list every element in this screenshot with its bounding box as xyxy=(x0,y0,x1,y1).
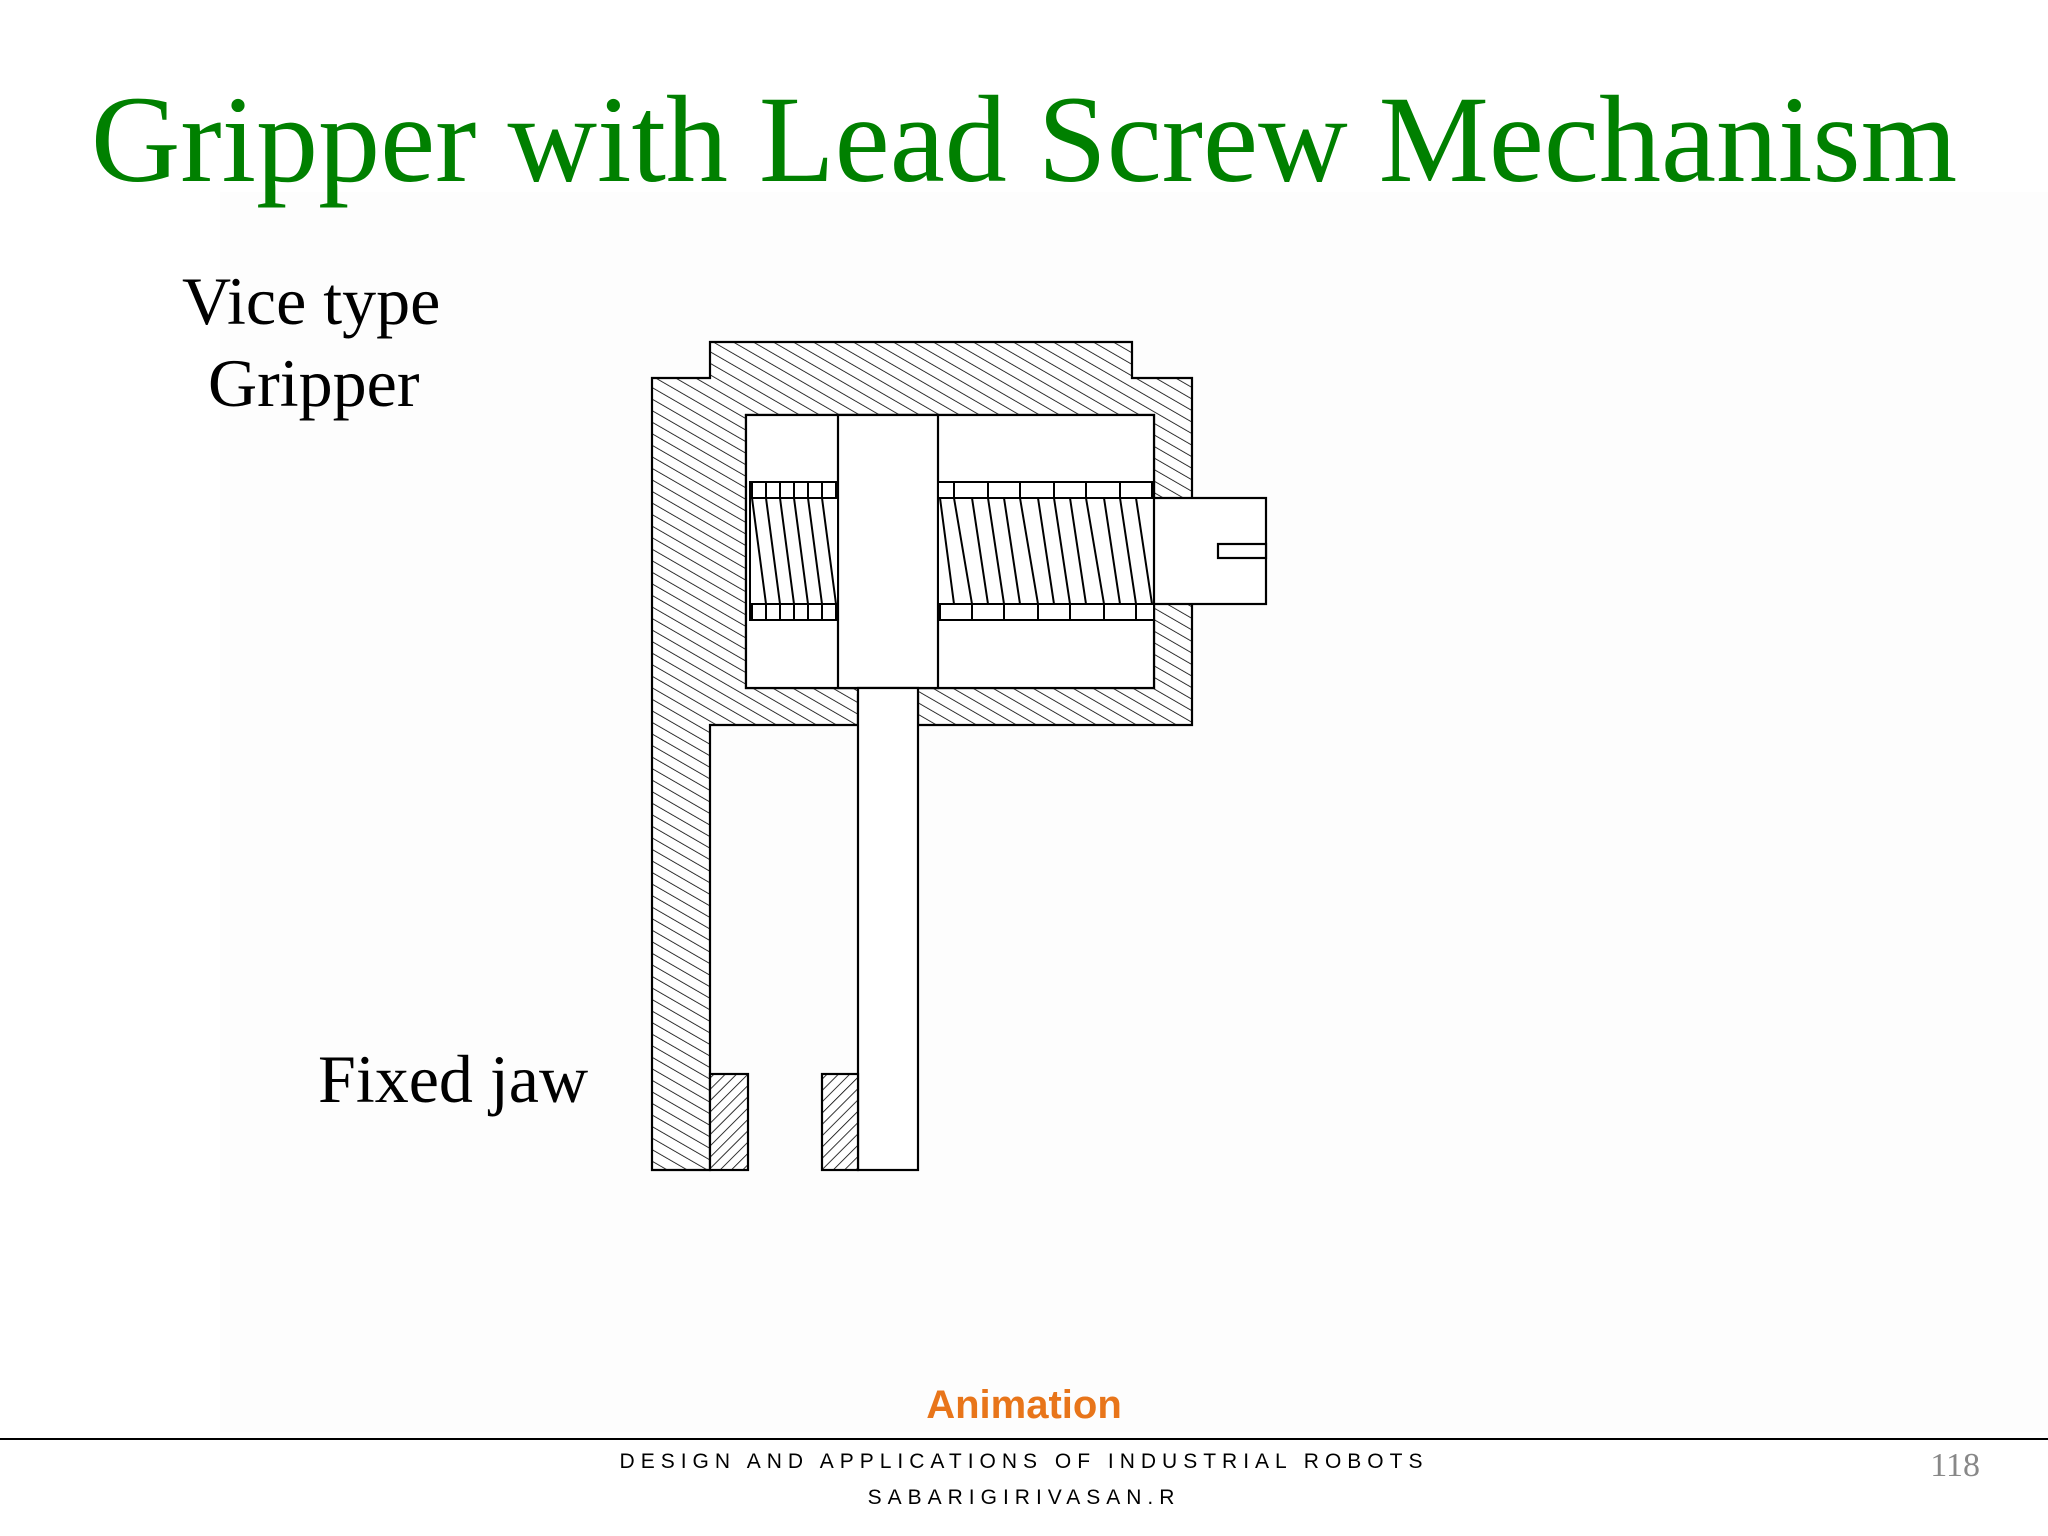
label-fixed-jaw: Fixed jaw xyxy=(318,1041,589,1117)
footer-author: SABARIGIRIVASAN.R xyxy=(867,1486,1181,1509)
moving-jaw-pad xyxy=(822,1074,858,1170)
label-gripper: Gripper xyxy=(208,345,420,421)
slide-title: Gripper with Lead Screw Mechanism xyxy=(90,71,1958,208)
page-number: 118 xyxy=(1930,1447,1980,1484)
animation-link[interactable]: Animation xyxy=(926,1383,1122,1427)
screw-shaft-head xyxy=(1154,498,1266,604)
label-vice-type: Vice type xyxy=(182,263,441,339)
footer-course-title: DESIGN AND APPLICATIONS OF INDUSTRIAL ROBOTS xyxy=(619,1450,1429,1473)
footer-divider xyxy=(0,1438,2048,1440)
moving-jaw-block xyxy=(838,415,938,688)
moving-jaw-rod xyxy=(858,688,918,1170)
fixed-jaw-pad xyxy=(710,1074,748,1170)
lead-screw-threads-right xyxy=(938,482,1154,620)
lead-screw-threads-left xyxy=(750,482,838,620)
